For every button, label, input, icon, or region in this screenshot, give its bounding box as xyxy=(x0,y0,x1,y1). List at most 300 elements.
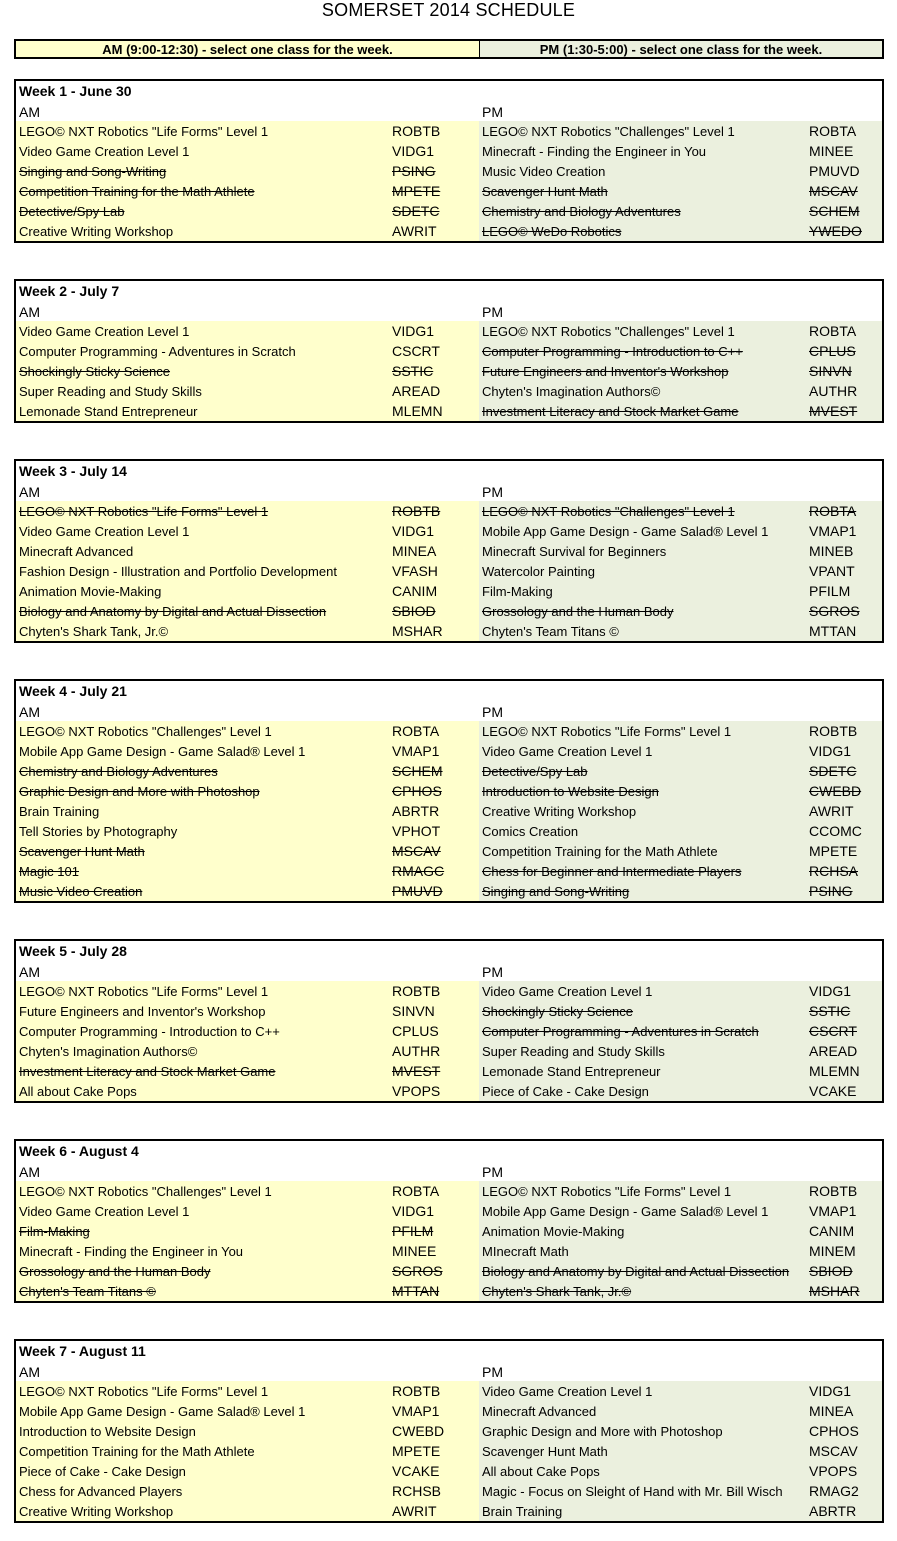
pm-class-name: Grossology and the Human Body xyxy=(482,604,674,619)
pm-class-name: Piece of Cake - Cake Design xyxy=(482,1084,649,1099)
pm-class-name: Chyten's Imagination Authors© xyxy=(482,384,661,399)
class-row xyxy=(16,161,882,181)
pm-class-name: MInecraft Math xyxy=(482,1244,569,1259)
am-class-cell xyxy=(16,201,479,221)
class-row xyxy=(16,821,882,841)
class-row xyxy=(16,1441,882,1461)
pm-class-cell xyxy=(479,981,882,1001)
class-row xyxy=(16,841,882,861)
pm-label: PM xyxy=(482,104,503,120)
am-class-code: VIDG1 xyxy=(392,1203,435,1219)
am-class-cell xyxy=(16,1181,479,1201)
pm-class-name: LEGO© WeDo Robotics xyxy=(482,224,622,239)
pm-class-name: Graphic Design and More with Photoshop xyxy=(482,1424,723,1439)
week-block xyxy=(14,1339,884,1523)
class-row xyxy=(16,341,882,361)
week-title: Week 6 - August 4 xyxy=(19,1143,139,1159)
am-class-cell xyxy=(16,881,479,901)
am-class-code: MSHAR xyxy=(392,623,443,639)
pm-class-code: ROBTA xyxy=(809,503,857,519)
class-row xyxy=(16,1241,882,1261)
class-row xyxy=(16,1401,882,1421)
am-class-code: ROBTB xyxy=(392,123,441,139)
pm-class-cell xyxy=(479,541,882,561)
pm-class-code: CWEBD xyxy=(809,783,862,799)
week-block xyxy=(14,459,884,643)
pm-class-name: Video Game Creation Level 1 xyxy=(482,1384,653,1399)
am-class-code: AUTHR xyxy=(392,1043,441,1059)
am-class-code: RCHSB xyxy=(392,1483,442,1499)
pm-class-code: CPLUS xyxy=(809,343,856,359)
am-class-cell xyxy=(16,741,479,761)
am-class-code: VIDG1 xyxy=(392,143,435,159)
pm-class-name: LEGO© NXT Robotics "Challenges" Level 1 xyxy=(482,124,735,139)
pm-class-code: VPOPS xyxy=(809,1463,858,1479)
am-class-name: Film-Making xyxy=(19,1224,90,1239)
am-class-code: CPHOS xyxy=(392,783,442,799)
am-class-name: Mobile App Game Design - Game Salad® Level 1 xyxy=(19,744,306,759)
am-class-name: LEGO© NXT Robotics "Challenges" Level 1 xyxy=(19,724,272,739)
pm-class-code: MSHAR xyxy=(809,1283,860,1299)
pm-class-code: PFILM xyxy=(809,583,851,599)
class-row xyxy=(16,321,882,341)
pm-class-name: Video Game Creation Level 1 xyxy=(482,744,653,759)
class-row xyxy=(16,1501,882,1521)
pm-class-name: Computer Programming - Adventures in Scratch xyxy=(482,1024,759,1039)
am-class-cell xyxy=(16,221,479,241)
session-label-row xyxy=(16,101,882,121)
am-class-code: AREAD xyxy=(392,383,441,399)
am-class-cell xyxy=(16,321,479,341)
pm-class-name: Investment Literacy and Stock Market Game xyxy=(482,404,739,419)
am-class-code: CWEBD xyxy=(392,1423,445,1439)
pm-class-code: SGROS xyxy=(809,603,860,619)
am-class-name: Scavenger Hunt Math xyxy=(19,844,145,859)
class-row xyxy=(16,1261,882,1281)
class-row xyxy=(16,141,882,161)
session-label-row xyxy=(16,701,882,721)
am-class-name: Minecraft - Finding the Engineer in You xyxy=(19,1244,244,1259)
class-row xyxy=(16,1041,882,1061)
pm-class-code: CPHOS xyxy=(809,1423,859,1439)
pm-class-code: AUTHR xyxy=(809,383,858,399)
am-class-cell xyxy=(16,981,479,1001)
pm-class-name: All about Cake Pops xyxy=(482,1464,600,1479)
am-class-code: SGROS xyxy=(392,1263,443,1279)
pm-class-cell xyxy=(479,1081,882,1101)
pm-class-code: ROBTA xyxy=(809,323,857,339)
am-class-code: MPETE xyxy=(392,1443,441,1459)
pm-label: PM xyxy=(482,964,503,980)
class-row xyxy=(16,581,882,601)
am-class-name: LEGO© NXT Robotics "Challenges" Level 1 xyxy=(19,1184,272,1199)
am-class-code: PFILM xyxy=(392,1223,434,1239)
pm-class-cell xyxy=(479,581,882,601)
am-class-code: CSCRT xyxy=(392,343,440,359)
am-class-name: Video Game Creation Level 1 xyxy=(19,144,190,159)
am-class-name: Fashion Design - Illustration and Portfolio Development xyxy=(19,564,337,579)
am-class-name: Computer Programming - Adventures in Scratch xyxy=(19,344,296,359)
pm-class-cell xyxy=(479,1281,882,1301)
am-label: AM xyxy=(19,484,40,500)
pm-class-code: CCOMC xyxy=(809,823,862,839)
pm-class-cell xyxy=(479,1461,882,1481)
am-class-cell xyxy=(16,781,479,801)
pm-class-code: MLEMN xyxy=(809,1063,860,1079)
am-class-code: VPOPS xyxy=(392,1083,441,1099)
am-class-cell xyxy=(16,381,479,401)
pm-class-cell xyxy=(479,221,882,241)
am-label: AM xyxy=(19,964,40,980)
am-class-code: VMAP1 xyxy=(392,1403,440,1419)
am-class-name: Creative Writing Workshop xyxy=(19,224,174,239)
class-row xyxy=(16,1021,882,1041)
pm-class-code: SSTIC xyxy=(809,1003,851,1019)
am-label: AM xyxy=(19,704,40,720)
class-row xyxy=(16,1221,882,1241)
pm-class-cell xyxy=(479,1261,882,1281)
pm-class-name: Watercolor Painting xyxy=(482,564,595,579)
am-class-cell xyxy=(16,1081,479,1101)
pm-class-code: PMUVD xyxy=(809,163,860,179)
pm-class-cell xyxy=(479,1401,882,1421)
am-class-cell xyxy=(16,1001,479,1021)
am-class-code: MTTAN xyxy=(392,1283,440,1299)
pm-class-name: Mobile App Game Design - Game Salad® Level 1 xyxy=(482,1204,769,1219)
pm-class-code: SCHEM xyxy=(809,203,860,219)
pm-class-cell xyxy=(479,321,882,341)
class-row xyxy=(16,621,882,641)
class-row xyxy=(16,1181,882,1201)
am-class-name: Shockingly Sticky Science xyxy=(19,364,171,379)
class-row xyxy=(16,1081,882,1101)
class-row xyxy=(16,721,882,741)
am-class-cell xyxy=(16,581,479,601)
am-class-name: Biology and Anatomy by Digital and Actual Dissection xyxy=(19,604,327,619)
pm-class-cell xyxy=(479,621,882,641)
am-class-code: VCAKE xyxy=(392,1463,440,1479)
class-row xyxy=(16,601,882,621)
am-class-name: Graphic Design and More with Photoshop xyxy=(19,784,260,799)
am-class-code: VPHOT xyxy=(392,823,441,839)
pm-class-name: Singing and Song-Writing xyxy=(482,884,630,899)
am-class-name: All about Cake Pops xyxy=(19,1084,137,1099)
am-class-cell xyxy=(16,801,479,821)
pm-class-name: Mobile App Game Design - Game Salad® Level 1 xyxy=(482,524,769,539)
class-row xyxy=(16,1001,882,1021)
pm-class-code: YWEDO xyxy=(809,223,862,239)
am-class-name: Video Game Creation Level 1 xyxy=(19,324,190,339)
am-class-code: SBIOD xyxy=(392,603,436,619)
am-label: AM xyxy=(19,104,40,120)
week-block xyxy=(14,679,884,903)
pm-class-code: VCAKE xyxy=(809,1083,857,1099)
pm-class-code: VIDG1 xyxy=(809,743,852,759)
class-row xyxy=(16,1481,882,1501)
pm-class-name: Video Game Creation Level 1 xyxy=(482,984,653,999)
pm-class-code: VIDG1 xyxy=(809,983,852,999)
week-title: Week 3 - July 14 xyxy=(19,463,127,479)
am-class-code: SCHEM xyxy=(392,763,443,779)
pm-class-cell xyxy=(479,1221,882,1241)
am-class-code: AWRIT xyxy=(392,223,437,239)
pm-class-name: LEGO© NXT Robotics "Challenges" Level 1 xyxy=(482,324,735,339)
week-title: Week 4 - July 21 xyxy=(19,683,127,699)
pm-class-cell xyxy=(479,1421,882,1441)
pm-class-code: SDETC xyxy=(809,763,857,779)
pm-class-name: Magic - Focus on Sleight of Hand with Mr. Bill Wisch xyxy=(482,1484,783,1499)
am-class-cell xyxy=(16,721,479,741)
am-class-cell xyxy=(16,1021,479,1041)
am-class-cell xyxy=(16,341,479,361)
am-class-cell xyxy=(16,541,479,561)
class-row xyxy=(16,221,882,241)
am-class-name: Animation Movie-Making xyxy=(19,584,162,599)
am-class-cell xyxy=(16,521,479,541)
class-row xyxy=(16,521,882,541)
am-class-name: Competition Training for the Math Athlete xyxy=(19,184,255,199)
am-class-code: SSTIC xyxy=(392,363,434,379)
am-session-header: AM (9:00-12:30) - select one class for the week. xyxy=(16,41,480,57)
pm-class-cell xyxy=(479,861,882,881)
pm-class-name: Scavenger Hunt Math xyxy=(482,1444,608,1459)
pm-label: PM xyxy=(482,1364,503,1380)
pm-class-cell xyxy=(479,1241,882,1261)
am-class-cell xyxy=(16,1061,479,1081)
pm-class-cell xyxy=(479,1041,882,1061)
pm-class-code: CSCRT xyxy=(809,1023,857,1039)
pm-class-name: Film-Making xyxy=(482,584,553,599)
am-class-name: Video Game Creation Level 1 xyxy=(19,1204,190,1219)
class-row xyxy=(16,381,882,401)
am-class-cell xyxy=(16,601,479,621)
pm-class-name: Brain Training xyxy=(482,1504,563,1519)
am-class-name: Introduction to Website Design xyxy=(19,1424,196,1439)
class-row xyxy=(16,1061,882,1081)
class-row xyxy=(16,1381,882,1401)
week-title: Week 1 - June 30 xyxy=(19,83,132,99)
am-class-code: SDETC xyxy=(392,203,440,219)
am-class-code: ABRTR xyxy=(392,803,440,819)
pm-class-cell xyxy=(479,1181,882,1201)
pm-class-cell xyxy=(479,121,882,141)
am-class-name: Chyten's Shark Tank, Jr.© xyxy=(19,624,169,639)
am-class-cell xyxy=(16,401,479,421)
pm-label: PM xyxy=(482,1164,503,1180)
pm-class-cell xyxy=(479,501,882,521)
am-class-code: MVEST xyxy=(392,1063,441,1079)
pm-class-code: MINEA xyxy=(809,1403,854,1419)
am-class-name: LEGO© NXT Robotics "Life Forms" Level 1 xyxy=(19,1384,269,1399)
am-class-name: Creative Writing Workshop xyxy=(19,1504,174,1519)
am-class-name: Brain Training xyxy=(19,804,100,819)
pm-class-cell xyxy=(479,341,882,361)
am-class-name: Computer Programming - Introduction to C++ xyxy=(19,1024,280,1039)
class-row xyxy=(16,501,882,521)
pm-class-code: VMAP1 xyxy=(809,1203,857,1219)
class-row xyxy=(16,1281,882,1301)
week-block xyxy=(14,939,884,1103)
class-row xyxy=(16,741,882,761)
pm-label: PM xyxy=(482,704,503,720)
pm-class-code: AREAD xyxy=(809,1043,858,1059)
am-class-cell xyxy=(16,1221,479,1241)
am-class-name: Super Reading and Study Skills xyxy=(19,384,202,399)
am-class-code: PSING xyxy=(392,163,436,179)
am-class-cell xyxy=(16,1381,479,1401)
am-class-code: ROBTB xyxy=(392,983,441,999)
week-block xyxy=(14,279,884,423)
pm-class-code: MTTAN xyxy=(809,623,857,639)
pm-class-cell xyxy=(479,161,882,181)
pm-class-code: VIDG1 xyxy=(809,1383,852,1399)
am-class-cell xyxy=(16,861,479,881)
pm-class-cell xyxy=(479,601,882,621)
am-class-code: ROBTA xyxy=(392,1183,440,1199)
class-row xyxy=(16,881,882,901)
pm-class-name: Creative Writing Workshop xyxy=(482,804,637,819)
pm-class-name: Detective/Spy Lab xyxy=(482,764,588,779)
am-class-name: Future Engineers and Inventor's Workshop xyxy=(19,1004,266,1019)
pm-class-code: RMAG2 xyxy=(809,1483,859,1499)
am-class-name: Singing and Song-Writing xyxy=(19,164,167,179)
class-row xyxy=(16,401,882,421)
am-class-name: LEGO© NXT Robotics "Life Forms" Level 1 xyxy=(19,124,269,139)
class-row xyxy=(16,121,882,141)
pm-class-name: Super Reading and Study Skills xyxy=(482,1044,665,1059)
am-class-code: RMAGC xyxy=(392,863,445,879)
class-row xyxy=(16,981,882,1001)
pm-class-code: MSCAV xyxy=(809,183,858,199)
am-class-code: ROBTB xyxy=(392,503,441,519)
am-class-cell xyxy=(16,821,479,841)
am-class-code: MINEA xyxy=(392,543,437,559)
pm-class-cell xyxy=(479,781,882,801)
am-class-cell xyxy=(16,161,479,181)
class-row xyxy=(16,561,882,581)
am-class-name: Detective/Spy Lab xyxy=(19,204,125,219)
pm-class-code: CANIM xyxy=(809,1223,855,1239)
week-title: Week 5 - July 28 xyxy=(19,943,127,959)
week-block xyxy=(14,1139,884,1303)
class-row xyxy=(16,1461,882,1481)
pm-class-name: LEGO© NXT Robotics "Life Forms" Level 1 xyxy=(482,1184,732,1199)
am-class-code: MPETE xyxy=(392,183,441,199)
pm-class-cell xyxy=(479,1481,882,1501)
am-class-code: VIDG1 xyxy=(392,523,435,539)
am-class-cell xyxy=(16,1501,479,1521)
am-label: AM xyxy=(19,304,40,320)
am-class-name: Video Game Creation Level 1 xyxy=(19,524,190,539)
pm-class-code: SBIOD xyxy=(809,1263,853,1279)
am-class-cell xyxy=(16,361,479,381)
class-row xyxy=(16,201,882,221)
am-class-code: AWRIT xyxy=(392,1503,437,1519)
pm-class-name: Minecraft Advanced xyxy=(482,1404,597,1419)
pm-class-name: Chyten's Team Titans © xyxy=(482,624,619,639)
am-class-cell xyxy=(16,1401,479,1421)
pm-class-cell xyxy=(479,1021,882,1041)
am-label: AM xyxy=(19,1164,40,1180)
pm-class-name: Chyten's Shark Tank, Jr.© xyxy=(482,1284,632,1299)
am-class-cell xyxy=(16,1441,479,1461)
pm-class-cell xyxy=(479,1441,882,1461)
week-block xyxy=(14,79,884,243)
am-class-name: Mobile App Game Design - Game Salad® Level 1 xyxy=(19,1404,306,1419)
session-label-row xyxy=(16,1161,882,1181)
pm-class-code: MPETE xyxy=(809,843,858,859)
am-class-name: Tell Stories by Photography xyxy=(19,824,178,839)
am-class-name: LEGO© NXT Robotics "Life Forms" Level 1 xyxy=(19,504,269,519)
pm-class-name: Animation Movie-Making xyxy=(482,1224,625,1239)
pm-class-name: Competition Training for the Math Athlete xyxy=(482,844,718,859)
pm-class-cell xyxy=(479,881,882,901)
am-class-cell xyxy=(16,1481,479,1501)
pm-class-name: Minecraft Survival for Beginners xyxy=(482,544,667,559)
pm-class-cell xyxy=(479,201,882,221)
page-title: SOMERSET 2014 SCHEDULE xyxy=(321,0,576,20)
pm-class-code: MINEB xyxy=(809,543,854,559)
pm-class-name: Lemonade Stand Entrepreneur xyxy=(482,1064,661,1079)
week-title: Week 2 - July 7 xyxy=(19,283,120,299)
pm-class-code: VMAP1 xyxy=(809,523,857,539)
class-row xyxy=(16,1421,882,1441)
session-label-row xyxy=(16,961,882,981)
pm-class-cell xyxy=(479,361,882,381)
pm-class-code: ROBTB xyxy=(809,1183,858,1199)
pm-class-name: Chemistry and Biology Adventures xyxy=(482,204,681,219)
pm-label: PM xyxy=(482,304,503,320)
pm-class-name: Comics Creation xyxy=(482,824,579,839)
session-label-row xyxy=(16,1361,882,1381)
pm-class-code: RCHSA xyxy=(809,863,859,879)
pm-class-name: Introduction to Website Design xyxy=(482,784,659,799)
pm-class-cell xyxy=(479,401,882,421)
pm-class-name: Chess for Beginner and Intermediate Players xyxy=(482,864,742,879)
class-row xyxy=(16,801,882,821)
pm-class-code: PSING xyxy=(809,883,853,899)
am-class-code: MINEE xyxy=(392,1243,437,1259)
pm-class-name: Scavenger Hunt Math xyxy=(482,184,608,199)
am-class-code: MSCAV xyxy=(392,843,441,859)
pm-class-cell xyxy=(479,841,882,861)
pm-class-cell xyxy=(479,1201,882,1221)
week-title: Week 7 - August 11 xyxy=(19,1343,146,1359)
pm-label: PM xyxy=(482,484,503,500)
am-class-name: Grossology and the Human Body xyxy=(19,1264,211,1279)
pm-class-cell xyxy=(479,381,882,401)
pm-class-name: Minecraft - Finding the Engineer in You xyxy=(482,144,707,159)
am-class-name: Competition Training for the Math Athlete xyxy=(19,1444,255,1459)
pm-class-cell xyxy=(479,1501,882,1521)
am-class-code: VIDG1 xyxy=(392,323,435,339)
am-class-name: LEGO© NXT Robotics "Life Forms" Level 1 xyxy=(19,984,269,999)
pm-class-code: MINEE xyxy=(809,143,854,159)
am-class-code: PMUVD xyxy=(392,883,443,899)
pm-session-header: PM (1:30-5:00) - select one class for the week. xyxy=(480,41,882,57)
pm-class-code: ROBTB xyxy=(809,723,858,739)
session-label-row xyxy=(16,481,882,501)
pm-class-cell xyxy=(479,1001,882,1021)
pm-class-cell xyxy=(479,721,882,741)
am-class-name: Chess for Advanced Players xyxy=(19,1484,183,1499)
class-row xyxy=(16,781,882,801)
am-class-cell xyxy=(16,761,479,781)
class-row xyxy=(16,761,882,781)
session-header xyxy=(14,39,884,59)
class-row xyxy=(16,181,882,201)
am-class-cell xyxy=(16,1041,479,1061)
